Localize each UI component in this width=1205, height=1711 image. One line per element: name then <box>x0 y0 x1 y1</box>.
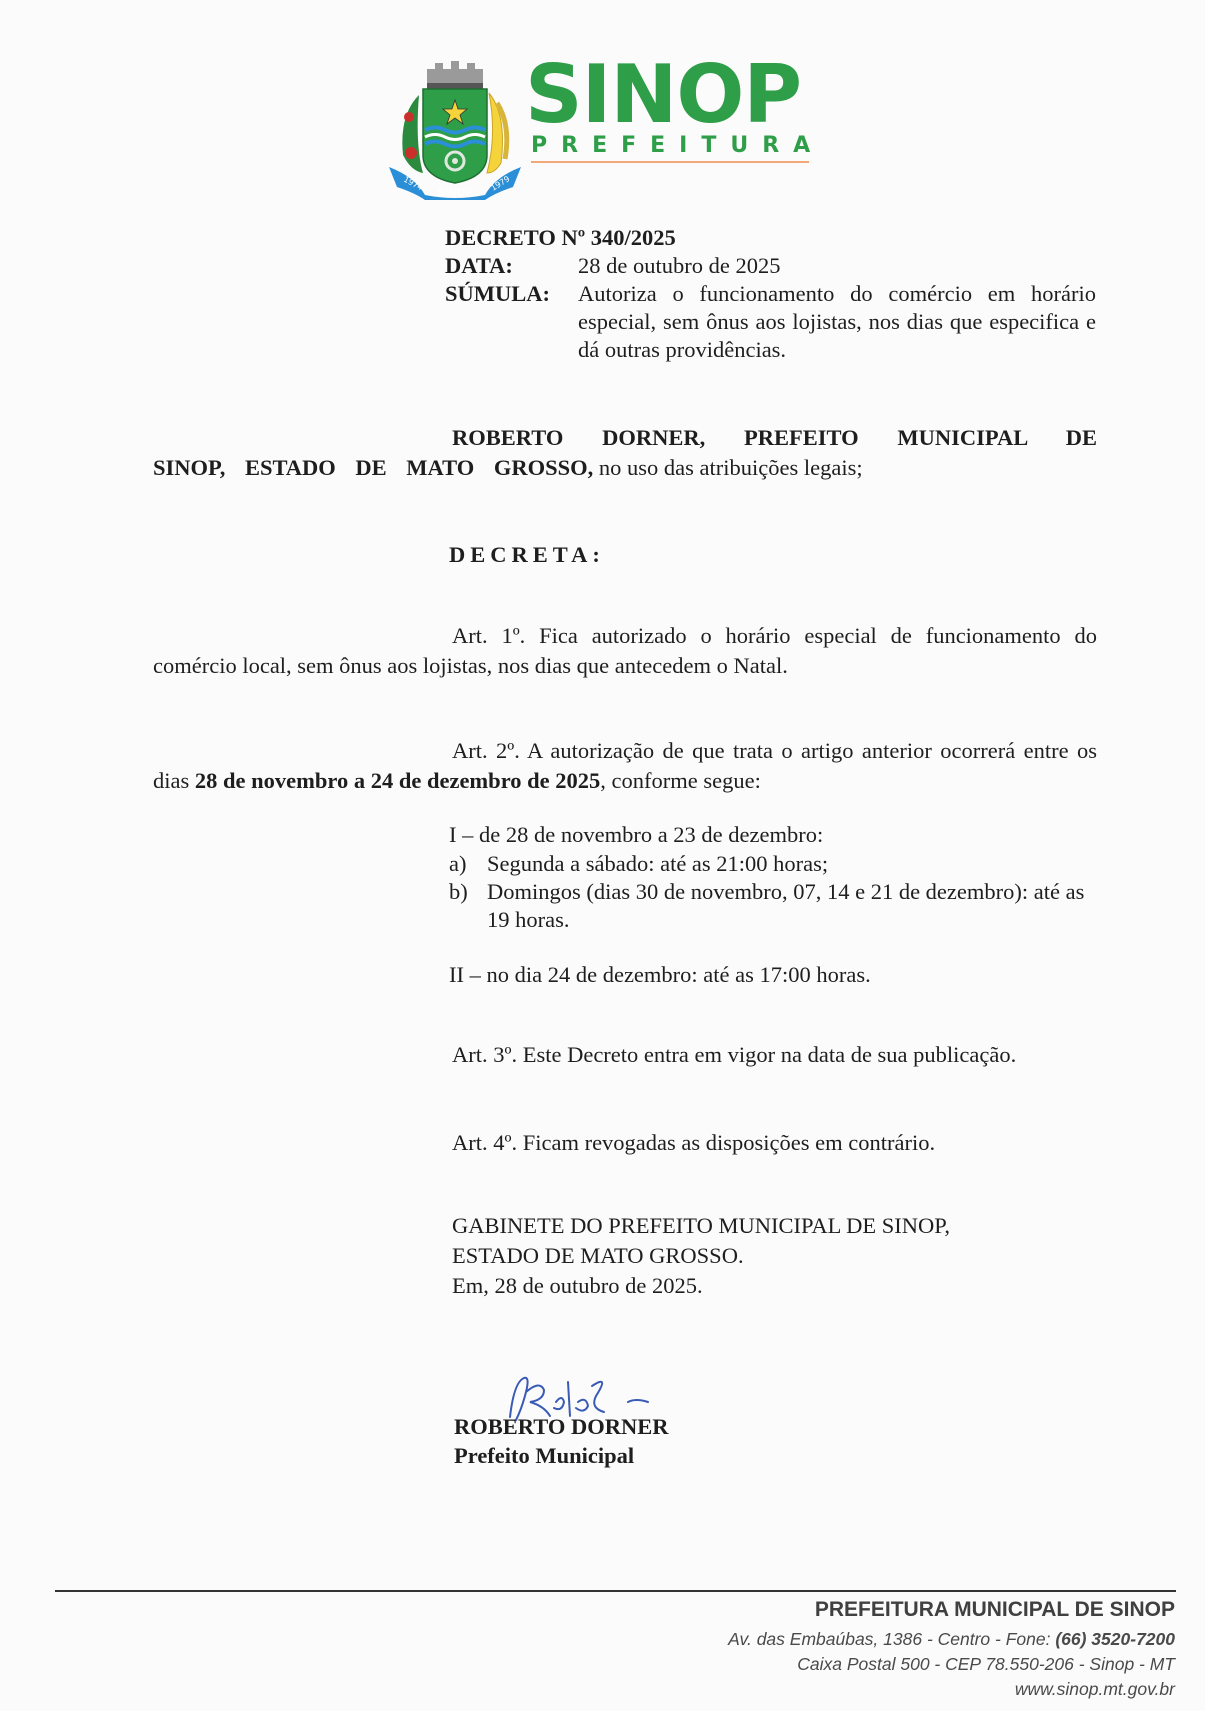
decreta-heading: DECRETA: <box>449 542 605 567</box>
decree-title: DECRETO Nº 340/2025 <box>445 225 676 250</box>
date-value: 28 de outubro de 2025 <box>578 253 781 278</box>
summary-label: SÚMULA: <box>445 281 550 306</box>
closing-line-2: ESTADO DE MATO GROSSO. <box>452 1243 744 1268</box>
article-3: Art. 3º. Este Decreto entra em vigor na data de sua publicação. <box>452 1042 1017 1067</box>
preamble <box>153 423 1097 483</box>
closing-date: Em, 28 de outubro de 2025. <box>452 1273 703 1298</box>
signatory-name: ROBERTO DORNER <box>454 1414 669 1439</box>
svg-text:1979: 1979 <box>489 174 512 193</box>
footer-phone: (66) 3520-7200 <box>1055 1629 1175 1649</box>
footer-divider <box>55 1590 1176 1592</box>
list-item-b: b) Domingos (dias 30 de novembro, 07, 14 e 21 de dezembro): até as 19 horas. <box>449 879 1085 932</box>
svg-text:SINOP: SINOP <box>438 186 472 199</box>
decree-date-row <box>445 252 780 280</box>
article-1: Art. 1º. Fica autorizado o horário especial de funcionamento do comércio local, sem ônus aos lojistas, nos dias que antecedem o Natal. <box>153 623 1097 678</box>
signatory-role: Prefeito Municipal <box>454 1443 635 1468</box>
preamble-authority: ROBERTO DORNER, PREFEITO MUNICIPAL DE SINOP, ESTADO DE MATO GROSSO, <box>153 425 1097 480</box>
list-item-I: I – de 28 de novembro a 23 de dezembro: <box>449 822 824 847</box>
article-2-period: 28 de novembro a 24 de dezembro de 2025 <box>194 768 601 793</box>
svg-text:1974: 1974 <box>402 174 425 193</box>
date-label: DATA: <box>445 253 513 278</box>
coat-of-arms-icon <box>385 55 525 200</box>
preamble-text: no uso das atribuições legais; <box>593 455 863 480</box>
article-4: Art. 4º. Ficam revogadas as disposições em contrário. <box>452 1130 936 1155</box>
article-2-list <box>449 820 1099 990</box>
logo-underline <box>531 161 809 163</box>
list-item-II: II – no dia 24 de dezembro: até as 17:00 horas. <box>449 962 871 987</box>
article-2: Art. 2º. A autorização de que trata o artigo anterior ocorrerá entre os dias 28 de novembro a 24 de dezembro de 2025, conforme segue: <box>153 738 1097 793</box>
logo-subtitle: PREFEITURA <box>531 133 825 158</box>
closing-line-1: GABINETE DO PREFEITO MUNICIPAL DE SINOP, <box>452 1213 950 1238</box>
footer-title: PREFEITURA MUNICIPAL DE SINOP <box>814 1598 1175 1621</box>
decree-summary-row <box>445 280 1096 364</box>
prefeitura-logo <box>385 48 825 200</box>
footer-address: Av. das Embaúbas, 1386 - Centro - Fone: (66) 3520-7200 <box>728 1629 1175 1649</box>
closing-block <box>452 1211 950 1301</box>
summary-value: Autoriza o funcionamento do comércio em horário especial, sem ônus aos lojistas, nos dias que especifica e dá outras providências. <box>578 281 1096 362</box>
footer-website[interactable]: www.sinop.mt.gov.br <box>1014 1679 1175 1699</box>
footer-postal: Caixa Postal 500 - CEP 78.550-206 - Sinop - MT <box>797 1654 1175 1674</box>
list-item-a: a) Segunda a sábado: até as 21:00 horas; <box>449 851 829 876</box>
logo-wordmark: SINOP <box>525 48 801 141</box>
